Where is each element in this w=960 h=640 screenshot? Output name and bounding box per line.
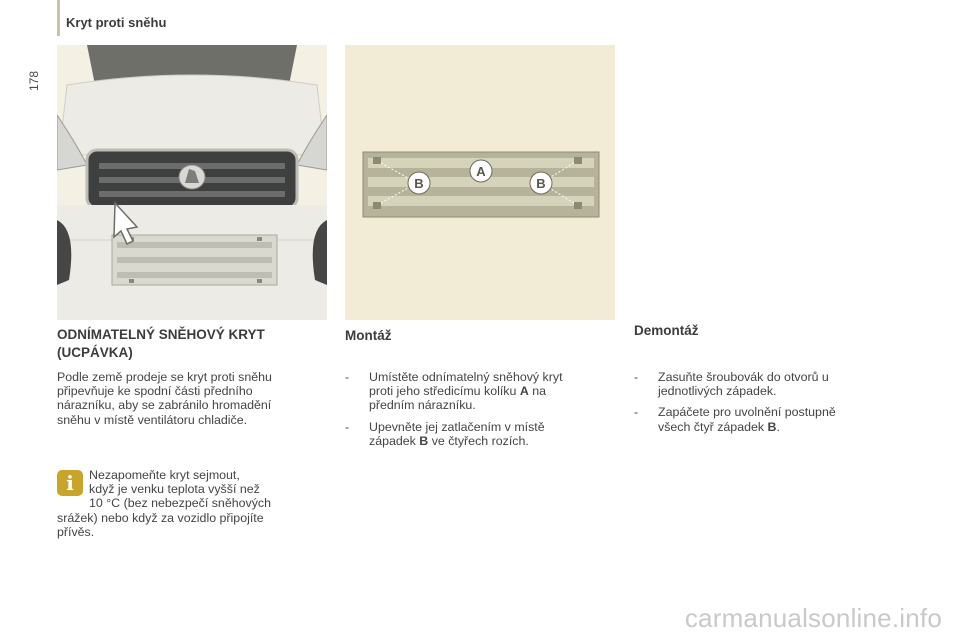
snow-cover-detail-illustration	[345, 45, 615, 320]
note-line-5: přívěs.	[57, 524, 95, 539]
note-line-2: když je venku teplota vyšší než	[89, 482, 260, 497]
bullet-dash: -	[345, 370, 350, 384]
montaz-step-1-line-1: Umístěte odnímatelný sněhový kryt	[369, 370, 563, 384]
note-line-3: 10 °C (bez nebezpečí sněhových	[89, 496, 271, 511]
montaz-step-1-line-2-text: proti jeho středicímu kolíku	[369, 384, 520, 399]
page-number: 178	[27, 70, 42, 92]
bullet-dash: -	[345, 419, 350, 434]
van-front-drawing	[57, 45, 327, 320]
watermark-text: carmanualsonline.info	[684, 603, 942, 633]
note-line-4: srážek) nebo když za vozidlo připojíte	[57, 510, 264, 525]
montaz-step-2	[345, 420, 620, 448]
chapter-title: Kryt proti sněhu	[66, 15, 167, 30]
montaz-step-1-line-2	[369, 384, 620, 398]
header-accent-bar	[57, 0, 60, 36]
montaz-step-1-line-3: předním nárazníku.	[369, 398, 476, 413]
montaz-step-2-line-2-text: západek	[369, 433, 420, 448]
demontaz-step-2-line-1: Zapáčete pro uvolnění postupně	[658, 405, 836, 420]
intro-line-1: Podle země prodeje se kryt proti sněhu	[57, 370, 272, 384]
note-line-1: Nezapomeňte kryt sejmout,	[89, 468, 240, 482]
intro-line-4: sněhu v místě ventilátoru chladiče.	[57, 412, 248, 427]
demontaz-step-2	[634, 405, 894, 433]
demontaz-step-2-line-2	[658, 420, 894, 434]
snow-cover-drawing	[345, 45, 615, 320]
demontaz-step-1-line-2: jednotlivých západek.	[658, 384, 777, 399]
intro-line-3: nárazníku, aby se zabránilo hromadění	[57, 398, 272, 413]
clip-letter-b: B	[419, 433, 429, 448]
demontaz-heading: Demontáž	[634, 323, 699, 338]
intro-line-2: připevňuje ke spodní části předního	[57, 384, 253, 399]
section-title	[57, 326, 332, 362]
pin-letter-a: A	[519, 384, 529, 399]
demontaz-steps	[634, 370, 894, 441]
montaz-step-2-line-2-tail: ve čtyřech rozích.	[428, 433, 529, 448]
bullet-dash: -	[634, 405, 639, 420]
clip-letter-b: B	[767, 419, 777, 434]
montaz-steps	[345, 370, 620, 455]
montaz-heading: Montáž	[345, 328, 392, 343]
demontaz-step-1	[634, 370, 894, 398]
info-icon: i	[57, 470, 83, 496]
demontaz-step-2-line-2-text: všech čtyř západek	[658, 419, 768, 434]
label-b-left: B	[414, 176, 424, 191]
section-title-line-2: (UCPÁVKA)	[57, 345, 133, 360]
montaz-step-1	[345, 370, 620, 413]
bullet-dash: -	[634, 370, 639, 384]
section-title-line-1: ODNÍMATELNÝ SNĚHOVÝ KRYT	[57, 327, 265, 342]
demontaz-step-1-line-1: Zasuňte šroubovák do otvorů u	[658, 370, 829, 384]
van-front-illustration	[57, 45, 327, 320]
label-a: A	[476, 164, 486, 179]
demontaz-step-2-line-2-tail: .	[776, 419, 780, 434]
montaz-step-2-line-2	[369, 434, 620, 448]
info-note	[57, 468, 332, 539]
intro-paragraph	[57, 370, 332, 427]
montaz-step-2-line-1: Upevněte jej zatlačením v místě	[369, 419, 545, 434]
label-b-right: B	[536, 176, 546, 191]
montaz-step-1-line-2-tail: na	[528, 384, 547, 399]
